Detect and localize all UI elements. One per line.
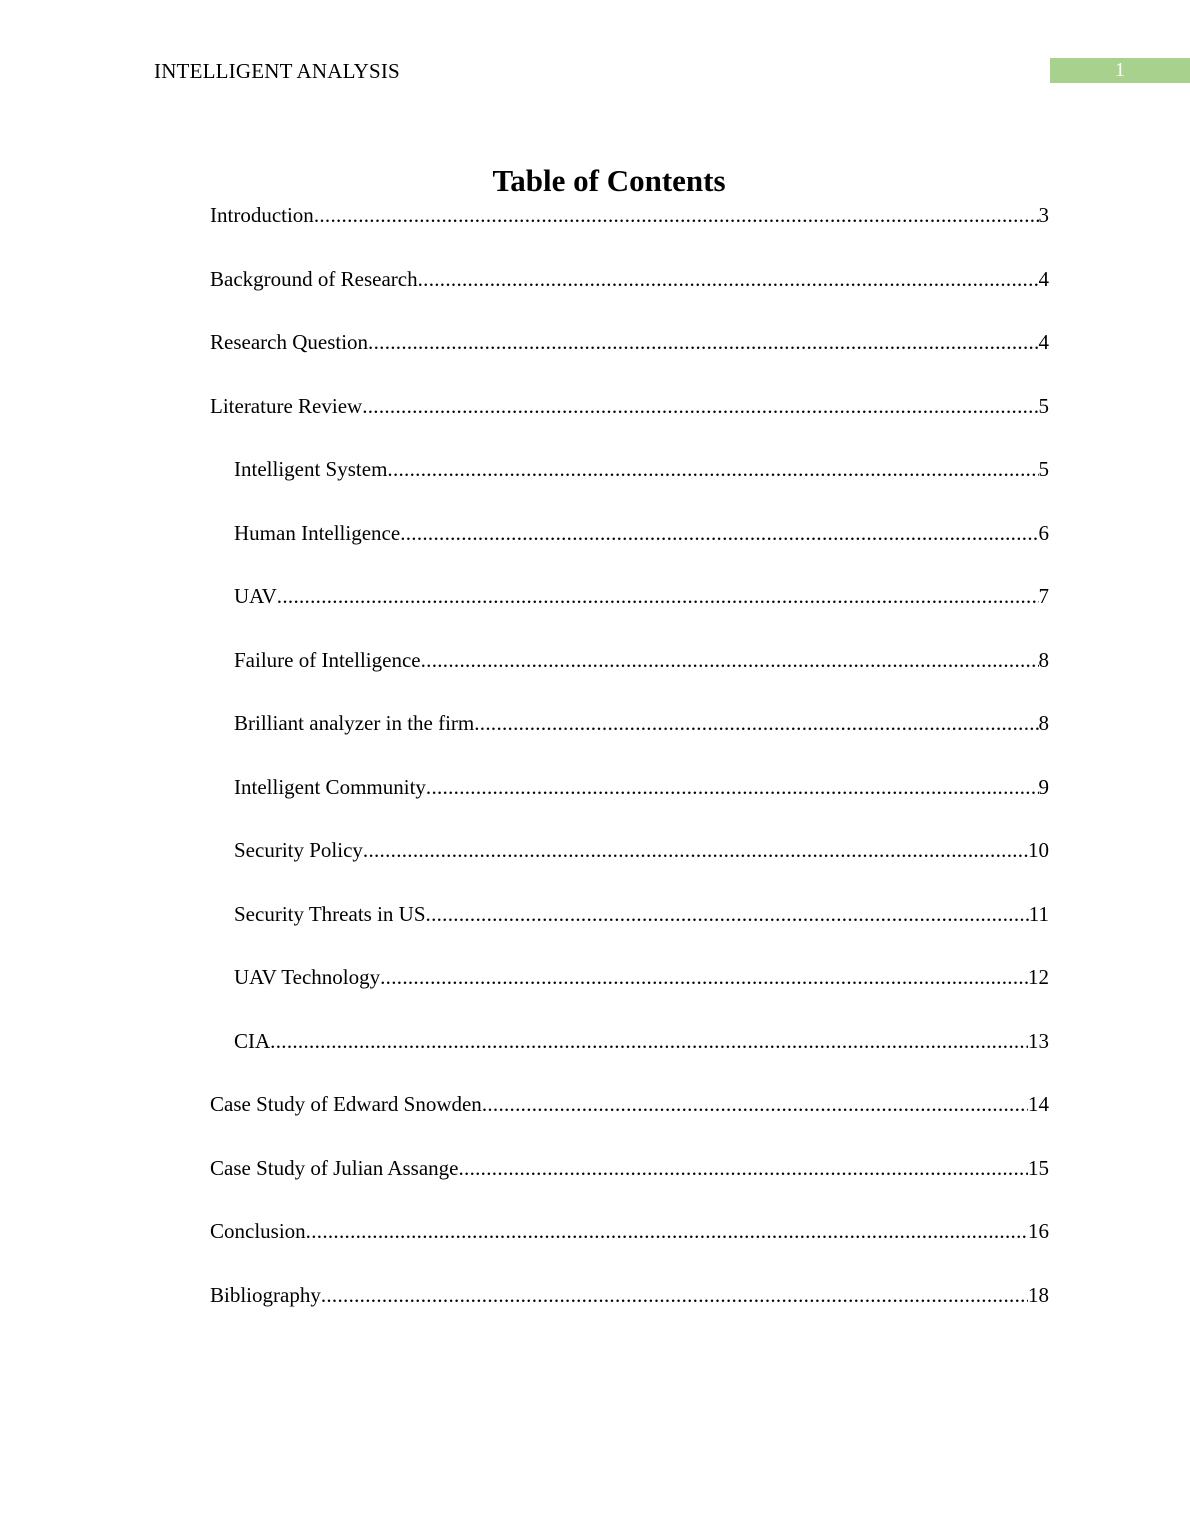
toc-entry-label: Case Study of Julian Assange — [210, 1155, 459, 1180]
toc-entry-label: Introduction — [210, 203, 314, 227]
toc-entry-label: UAV — [234, 584, 277, 608]
toc-dot-leader — [426, 772, 1039, 803]
toc-entry-bibliography[interactable] — [210, 1280, 1049, 1344]
toc-entry-page: 5 — [1038, 457, 1049, 481]
toc-entry-label: Intelligent System — [234, 457, 388, 481]
toc-entry-label: Background of Research — [210, 266, 418, 291]
toc-entry-label: Security Policy — [234, 838, 363, 862]
toc-entry-label: UAV Technology — [234, 965, 381, 989]
toc-list — [210, 200, 1049, 1343]
toc-entry-page: 4 — [1038, 330, 1049, 354]
toc-dot-leader — [270, 1026, 1028, 1057]
toc-title: Table of Contents — [492, 163, 726, 198]
toc-entry-cia[interactable] — [210, 1026, 1049, 1090]
running-head: INTELLIGENT ANALYSIS — [154, 59, 400, 83]
toc-dot-leader — [474, 708, 1038, 739]
toc-entry-intelligent-system[interactable] — [210, 454, 1049, 518]
toc-entry-label: Brilliant analyzer in the firm — [234, 711, 475, 735]
toc-entry-security-policy[interactable] — [210, 835, 1049, 899]
toc-entry-introduction[interactable] — [210, 200, 1049, 264]
toc-entry-label: CIA — [234, 1028, 271, 1053]
toc-entry-label: Research Question — [210, 330, 369, 354]
toc-entry-case-study-assange[interactable] — [210, 1153, 1049, 1217]
toc-entry-background-of-research[interactable] — [210, 264, 1049, 328]
toc-dot-leader — [380, 962, 1028, 993]
toc-entry-case-study-snowden[interactable] — [210, 1089, 1049, 1153]
toc-entry-label: Intelligent Community — [234, 774, 426, 799]
toc-entry-page: 18 — [1028, 1282, 1049, 1307]
toc-entry-human-intelligence[interactable] — [210, 518, 1049, 582]
page-number: 1 — [1050, 58, 1190, 83]
toc-dot-leader — [314, 200, 1039, 231]
toc-entry-page: 14 — [1028, 1092, 1049, 1116]
toc-entry-conclusion[interactable] — [210, 1216, 1049, 1280]
toc-dot-leader — [421, 645, 1039, 676]
toc-entry-label: Bibliography — [210, 1282, 321, 1307]
toc-entry-page: 8 — [1038, 711, 1049, 735]
toc-entry-page: 6 — [1038, 520, 1049, 545]
toc-entry-label: Conclusion — [210, 1219, 306, 1243]
toc-entry-page: 12 — [1028, 965, 1049, 989]
toc-dot-leader — [306, 1216, 1028, 1247]
toc-entry-security-threats-in-us[interactable] — [210, 899, 1049, 963]
toc-dot-leader — [426, 899, 1029, 930]
toc-entry-page: 4 — [1038, 266, 1049, 291]
toc-dot-leader — [368, 327, 1038, 358]
toc-entry-label: Human Intelligence — [234, 520, 401, 545]
toc-entry-page: 11 — [1028, 901, 1049, 926]
toc-entry-uav[interactable] — [210, 581, 1049, 645]
toc-dot-leader — [277, 581, 1039, 612]
toc-entry-page: 7 — [1038, 584, 1049, 608]
toc-entry-page: 15 — [1028, 1155, 1049, 1180]
toc-entry-page: 5 — [1038, 393, 1049, 418]
toc-entry-label: Security Threats in US — [234, 901, 426, 926]
toc-entry-label: Failure of Intelligence — [234, 647, 421, 672]
toc-dot-leader — [418, 264, 1039, 295]
toc-dot-leader — [362, 391, 1038, 422]
toc-entry-brilliant-analyzer[interactable] — [210, 708, 1049, 772]
toc-dot-leader — [482, 1089, 1028, 1120]
toc-dot-leader — [458, 1153, 1028, 1184]
toc-entry-label: Literature Review — [210, 393, 363, 418]
toc-entry-intelligent-community[interactable] — [210, 772, 1049, 836]
toc-entry-page: 8 — [1038, 647, 1049, 672]
toc-entry-uav-technology[interactable] — [210, 962, 1049, 1026]
toc-entry-page: 10 — [1028, 838, 1049, 862]
toc-entry-page: 16 — [1028, 1219, 1049, 1243]
toc-dot-leader — [400, 518, 1038, 549]
toc-entry-literature-review[interactable] — [210, 391, 1049, 455]
toc-dot-leader — [321, 1280, 1028, 1311]
toc-entry-label: Case Study of Edward Snowden — [210, 1092, 482, 1116]
toc-entry-page: 13 — [1028, 1028, 1049, 1053]
toc-entry-failure-of-intelligence[interactable] — [210, 645, 1049, 709]
toc-dot-leader — [387, 454, 1038, 485]
toc-entry-research-question[interactable] — [210, 327, 1049, 391]
toc-entry-page: 3 — [1038, 203, 1049, 227]
toc-dot-leader — [363, 835, 1028, 866]
toc-entry-page: 9 — [1038, 774, 1049, 799]
